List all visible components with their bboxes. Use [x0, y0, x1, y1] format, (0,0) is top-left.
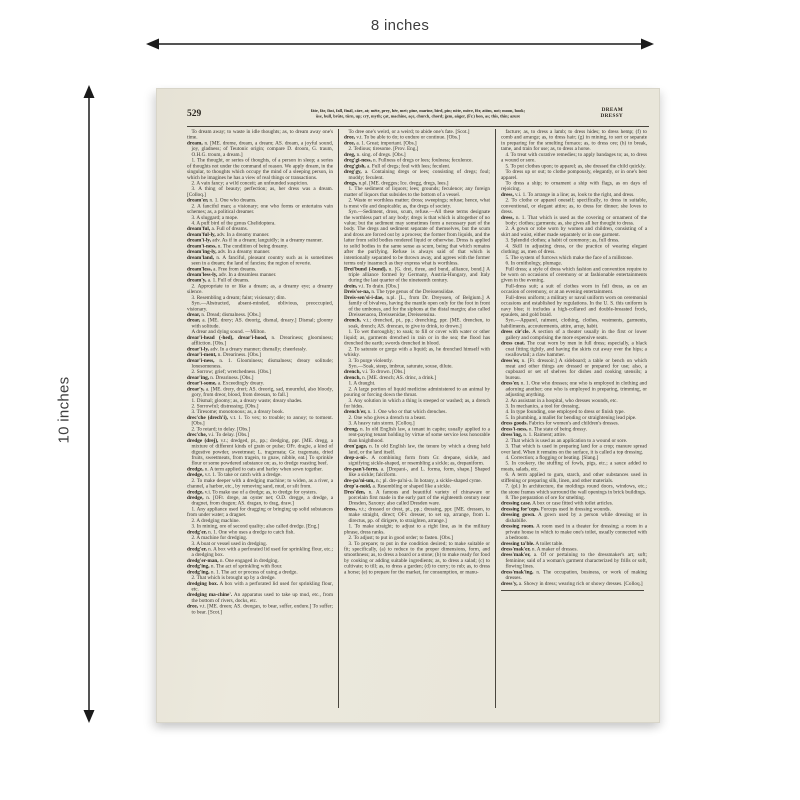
dictionary-entry-paragraph: To dree one's weird, or a weird; to abide one's fate. [Scot.]	[348, 129, 470, 135]
dictionary-entry-paragraph: dressing for'ceps. Forceps used in dressing wounds.	[501, 506, 611, 512]
dictionary-entry-paragraph: dress'mak'er, a. Of or pertaining to the dressmaker's art; soft; feminine; said of a woman's garment characterized by frills or soft, flowing lines.	[501, 552, 647, 570]
dictionary-entry-paragraph: dream'ful-ly, adv. In a dreamy manner.	[187, 231, 270, 238]
dictionary-entry-paragraph: drear'i-head (-hed), drear'i-hood, n. Dreariness; gloominess; affliction. [Obs.]	[187, 334, 333, 347]
dictionary-entry-paragraph: To dress a ship; to ornament a ship with flags, as on days of rejoicing.	[501, 180, 647, 192]
printed-area	[187, 105, 649, 708]
dictionary-entry-paragraph: dree, v.t. To be able to do; to endure or continue. [Obs.]	[344, 134, 460, 141]
dictionary-column-2	[338, 129, 490, 708]
dictionary-entry-paragraph: 1. Any appliance used for dragging or bringing up solid substances from under water; a dragnet.	[187, 506, 333, 518]
dictionary-entry-paragraph: dre-pa'ni-um, n.; pl. dre-pa'ni-a. In botany, a sickle-shaped cyme.	[344, 477, 482, 484]
dictionary-entry-paragraph: dredging ma-chine'. An apparatus used to take up mud, etc., from the bottom of rivers, docks, etc.	[187, 592, 333, 604]
dictionary-entry-paragraph: To dress up or out; to clothe pompously, elegantly, or in one's best apparel.	[501, 169, 647, 181]
dictionary-entry-paragraph: Syn.—Apparel, raiment, clothing, clothes, vestments, garments, habiliments, accouterments, attire, array, habit.	[501, 317, 647, 329]
dictionary-entry-paragraph: Syn.—Sediment, dross, scum, refuse.—All these terms designate the worthless part of any body; dregs is that which is altogether of no value; but the sediment may sometimes form a necessary part of the body. The dregs and sediment separate of themselves, but the scum and dross are forced out by a process; the former from liquids, and the latter from solid bodies rendered liquid or otherwise. Dross is applied to solid bodies in the same sense as scum, being that which remains after the purifying. Refuse is always said of that which is intentionally separated to be thrown away, and agrees with the former terms only inasmuch as they express what is worthless.	[344, 209, 490, 267]
dictionary-entry-paragraph: Syn.—Abstracted, absent-minded, oblivious, preoccupied, visionary.	[187, 300, 333, 312]
dictionary-entry-paragraph: 4. A puff bird of the genus Chelidoptera.	[191, 220, 276, 226]
dictionary-entry-paragraph: dress'er, n. 1. One who dresses; one who is employed in clothing and adorning another; one who is employed in preparing, trimming, or adjusting anything.	[501, 380, 647, 398]
dictionary-entry-paragraph: 2. A machine for dredging.	[191, 535, 248, 541]
dictionary-entry-paragraph: 3. Resembling a dream; faint; visionary; dim.	[191, 294, 286, 301]
dictionary-entry-paragraph: dreng, n. In old English law, a tenant in capite; usually applied to a rent-paying tenant holding by virtue of some service less honorable than knighthood.	[344, 426, 490, 444]
dictionary-entry-paragraph: Dres'den, n. A famous and beautiful variety of chinaware or porcelain first made in the early part of the eighteenth century near Dresden, Saxony; also called Dresden ware.	[344, 489, 490, 507]
dictionary-entry-paragraph: dressing room. A room used in a theater for dressing; a room in a private house in which to make one's toilet, usually connected with a bedroom.	[501, 523, 647, 541]
dictionary-entry-paragraph: dredge, n. [OFr. drege, an oyster net; O.D. dregge, a dredge, a dragnet, from dragen; AS. dragan, to drag, draw.]	[187, 495, 333, 507]
horizontal-double-arrow-icon	[146, 37, 654, 51]
dictionary-entry-paragraph: dredge, v.i. To make use of a dredge; as, to dredge for oysters.	[187, 489, 317, 495]
dictionary-entry-paragraph: 2. To saturate or gorge with a liquid; as, he drenched himself with whisky.	[344, 346, 490, 358]
dictionary-entry-paragraph: drear'i-ness, n. 1. Gloominess; dismalness; dreary solitude; lonesomeness.	[187, 357, 333, 369]
dictionary-entry-paragraph: dressing ta'ble. A toilet table.	[501, 540, 564, 547]
dictionary-entry-paragraph: dressing case. A box or case fitted with toilet articles.	[501, 500, 614, 507]
dictionary-entry-paragraph: 2. One who gives a drench to a beast.	[348, 414, 427, 421]
dictionary-entry-paragraph: 2. Tedious; tiresome. [Prov. Eng.]	[348, 146, 419, 152]
dictionary-entry-paragraph: 3. In mechanics, a tool for dressing.	[505, 403, 580, 409]
dictionary-entry-paragraph: 5. The system of furrows which make the face of a millstone.	[505, 254, 633, 261]
dictionary-column-1	[187, 129, 333, 708]
dictionary-entry-paragraph: drec'che (drech'i), v.t. 1. To vex; to trouble; to annoy; to torment. [Obs.]	[187, 414, 333, 427]
vertical-double-arrow-icon	[82, 85, 96, 723]
dictionary-entry-paragraph: drench, n. [ME. drench; AS. drinc, a drink.]	[344, 374, 437, 381]
dictionary-entry-paragraph: dredg'er, n. A box with a perforated lid used for sprinkling flour, etc.; a dredging box.	[187, 546, 333, 558]
dictionary-entry-paragraph: 5. To put clothes upon; to apparel; as, she dressed the child quickly.	[505, 163, 646, 169]
dictionary-entry-paragraph: dress'er, n. [Fr. dressoir.] A sideboard; a table or bench on which meat and other things are dressed or prepared for use; also, a cupboard or set of shelves for dishes and cooking utensils; a bureau.	[501, 357, 647, 381]
dictionary-entry-paragraph: dreg'gy, a. Containing dregs or lees; consisting of dregs; foul; muddy; feculent.	[344, 169, 490, 181]
dictionary-entry-paragraph: dren'gage, n. In old English law, the tenure by which a dreng held land, or the land itself.	[344, 443, 490, 455]
dictionary-entry-paragraph: dream'ful, a. Full of dreams.	[187, 226, 248, 232]
dictionary-entry-paragraph: 2. A fanciful man; a visionary; one who forms or entertains vain schemes; as, a political dreamer.	[187, 203, 333, 215]
dictionary-entry-paragraph: drep'a-noid, a. Resembling or shaped like a sickle.	[344, 483, 451, 490]
dictionary-entry-paragraph: 4. Correction; a flogging or beating. [Slang.]	[505, 454, 599, 461]
dictionary-entry-paragraph: Drei'bund (-bund), n. [G. drei, three, and bund, alliance, bond.] A triple alliance formed by Germany, Austria-Hungary, and Italy during the last quarter of the nineteenth century.	[344, 266, 490, 284]
page-number: 529	[187, 109, 202, 119]
dictionary-entry-paragraph: drear, n. Dread; dismalness. [Obs.]	[187, 312, 261, 318]
dictionary-entry-paragraph: dredge, v.t. 1. To take or catch with a dredge.	[187, 472, 282, 478]
dictionary-entry-paragraph: 2. Sorrow; grief; wretchedness. [Obs.]	[191, 369, 271, 375]
dictionary-entry-paragraph: A drear and dying sound. —Milton.	[191, 329, 266, 335]
dictionary-entry-paragraph: dream'y, a. 1. Full of dreams.	[187, 277, 250, 284]
dictionary-entry-paragraph: drench, v.t.; drenched, pt., pp.; drenching, ppr. [ME. drenchen, to soak, drench; AS. drencan, to give to drink, to drown.]	[344, 317, 490, 329]
dictionary-column-1-text	[187, 129, 333, 615]
dictionary-entry-paragraph: facture; as, to dress a lamb; to dress hides; to dress hemp; (f) to comb and arrange; as, to dress hair; (g) in mining, to sort or separate in preparing for the smelting furnace; as, to dress ore; (h) to break, tame, and train for use; as, to dress a horse.	[501, 129, 647, 152]
dictionary-entry-paragraph: 6. A term applied to gum, starch, and other substances used in stiffening or preparing silk, linen, and other materials.	[501, 472, 647, 484]
guide-word-top: DREAM	[601, 107, 623, 113]
dictionary-entry-paragraph: dreg'gi-ness, n. Fullness of dregs or lees; foulness; feculence.	[344, 157, 473, 164]
dictionary-entry-paragraph: Full-dress suit; a suit of clothes worn in full dress, as on an occasion of ceremony, or at an evening entertainment.	[501, 283, 647, 295]
dictionary-entry-paragraph: dress cir'cle. A section of a theater usually in the first or lower gallery and comprising the more expensive seats.	[501, 329, 647, 341]
dictionary-entry-paragraph: 2. To clothe or apparel oneself; specifically, to dress in suitable, conventional, or elegant attire; as, to dress for dinner; she loves to dress.	[501, 197, 647, 215]
dictionary-entry-paragraph: 3. A heavy rain storm. [Colloq.]	[348, 420, 415, 427]
dictionary-entry-paragraph: dree, v.t. [ME. dreen; AS. dreogan, to bear, suffer, endure.] To suffer; to bear. [Scot.]	[187, 603, 333, 615]
dictionary-entry-paragraph: dream'land, n. A fanciful, pleasant country such as is sometimes seen in a dream; the land of fancies; the region of reverie.	[187, 254, 333, 267]
guide-words-text	[523, 107, 623, 119]
dictionary-entry-paragraph: 2. That which is used as an application to a wound or sore.	[505, 437, 628, 444]
dictionary-entry-paragraph: dreg'gish, a. Full of dregs; foul with lees; feculent.	[344, 163, 451, 169]
dictionary-entry-paragraph: dredg'ing, n. 1. The act or process of using a dredge.	[187, 569, 298, 575]
dictionary-entry-paragraph: drear'ing, n. Dreariness. [Obs.]	[187, 374, 254, 381]
page-header	[187, 105, 649, 127]
pronunciation-line-1: fāte, fär, fȧst, fall, finȧl, cāre, at; mēte, prey, hēr, met; pīne, marīne, bird, pin; nōte, mōve, fôr, atŏm, not; moon, book;	[310, 108, 526, 113]
height-dimension-label: 10 inches	[55, 376, 73, 444]
dictionary-entry-paragraph: dream'i-ly, adv. As if in a dream; languidly; in a dreamy manner.	[187, 237, 323, 244]
dictionary-entry-paragraph: 1. The thought, or series of thoughts, of a person in sleep; a series of thoughts not under the command of reason. We apply dream, in the singular, to thoughts which occupy the mind of a sleeping person, in which he imagines he has a view of real things or transactions.	[187, 157, 333, 181]
dictionary-entry-paragraph: 2. An assistant in a hospital, who dresses wounds, etc.	[505, 397, 618, 404]
dictionary-entry-paragraph: 3. A sluggard; a mope.	[191, 214, 239, 221]
dictionary-entry-paragraph: 4. In type founding, one employed to dress or finish type.	[505, 409, 625, 415]
dictionary-entry-paragraph: 2. That which is brought up by a dredge.	[191, 575, 276, 581]
dictionary-entry-paragraph: dress'y, a. Showy in dress; wearing rich or showy dresses. [Colloq.]	[501, 580, 643, 587]
dictionary-entry-paragraph: 2. To retard; to delay. [Obs.]	[191, 426, 251, 432]
dictionary-entry-paragraph: 2. A vain fancy; a wild conceit; an unfounded suspicion.	[191, 180, 309, 186]
dictionary-entry-paragraph: drec'che, v.i. To delay. [Obs.]	[187, 432, 250, 438]
dictionary-entry-paragraph: dredg'er, n. 1. One who uses a dredge to catch fish.	[187, 529, 295, 535]
dictionary-entry-paragraph: dream'ing-ly, adv. In a dreamy manner.	[187, 249, 271, 255]
dictionary-entry-paragraph: 2. A gown or robe worn by women and children, consisting of a skirt and waist, either made separately or in one garment.	[501, 226, 647, 238]
dictionary-entry-paragraph: 2. To make deeper with a dredging machine; to widen, as a river, a channel, a harbor, etc., by removing sand, mud, or silt from.	[187, 477, 333, 490]
dictionary-entry-paragraph: dress goods. Fabrics for women's and children's dresses.	[501, 420, 619, 427]
dictionary-entry-paragraph: 2. Waste or worthless matter; dross; sweepings; refuse; hence, what is most vile and despicable; as, the dregs of society.	[344, 197, 490, 209]
dictionary-entry-paragraph: Full dress; a style of dress which fashion and convention require to be worn on occasions of ceremony or at fashionable entertainments given in the evening.	[501, 266, 647, 284]
dictionary-entry-paragraph: 3. That which is used in preparing land for a crop; manure spread over land. When it remains on the surface, it is called a top dressing.	[501, 443, 647, 455]
dictionary-entry-paragraph: 3. In mining, ore of second quality; also called dredge. [Eng.]	[191, 523, 320, 530]
guide-word-bottom: DRESSY	[600, 113, 623, 119]
dictionary-entry-paragraph: drear'i-ment, n. Dreariness. [Obs.]	[187, 352, 261, 358]
dictionary-entry-paragraph: dream'less, a. Free from dreams.	[187, 266, 257, 272]
dictionary-entry-paragraph: dream'i-ness, n. The condition of being dreamy.	[187, 243, 289, 249]
dictionary-entry-paragraph: 1. To make straight; to adjust to a right line, as in the military phrase, dress ranks.	[344, 523, 490, 535]
text-columns	[187, 129, 649, 708]
dictionary-entry-paragraph: dredg'ing, n. The act of sprinkling with flour.	[187, 563, 283, 570]
dictionary-column-3-text	[501, 129, 647, 591]
dictionary-entry-paragraph: 3. To purge violently.	[348, 357, 393, 364]
dictionary-entry-paragraph: 3. A thing of beauty; perfection; as, her dress was a dream. [Colloq.]	[187, 186, 333, 198]
dictionary-entry-paragraph: dregs, n.pl. [ME. dregges; Ice. dregg, dregs, lees.]	[344, 180, 449, 186]
dictionary-entry-paragraph: drear, a. [ME. drery; AS. dreorig, dismal, dreary.] Dismal; gloomy with solitude.	[187, 317, 333, 329]
dictionary-entry-paragraph: dre-pan'i-form, a. [Drepani-, and L. forma, form, shape.] Shaped like a sickle; falciform.	[344, 466, 490, 478]
dictionary-entry-paragraph: Syn.—Soak, steep, imbrue, saturate, souse, dilute.	[348, 363, 453, 369]
dictionary-entry-paragraph: 3. To prepare; to put in the condition desired; to make suitable or fit; specifically, (a) to reduce to the proper dimensions, form, and smoothness; as, to dress a board or a stone; (b) to make ready for food by cooking or adding suitable ingredients; as, to dress a salad; (c) to cultivate; to till; as, to dress a garden; (d) to curry; to rub; as, to dress a horse; (e) to prepare for the market, for consumption, or manu-	[344, 540, 490, 575]
dictionary-entry-paragraph: 3. Splendid clothes; a habit of ceremony; as, full dress.	[505, 237, 620, 244]
section-end-rule	[501, 590, 644, 591]
dictionary-entry-paragraph: 6. In ornithology, plumage.	[505, 260, 563, 267]
dictionary-entry-paragraph: drear'y, a. [ME. drery, dreri; AS. dreorig, sad, mournful, also bloody, gory, from dreor, blood, from dreosan, to fall.]	[187, 386, 333, 398]
dictionary-column-2-text	[344, 129, 490, 575]
dictionary-entry-paragraph: To dream away; to waste in idle thoughts; as, to dream away one's time.	[187, 129, 333, 141]
dictionary-entry-paragraph: 3. A boat or vessel used in dredging.	[191, 540, 267, 547]
dictionary-entry-paragraph: dredg'er-man, n. One engaged in dredging.	[187, 557, 279, 564]
dictionary-entry-paragraph: Dreis'se-na, n. The type genus of the Dreissensiidae.	[344, 289, 455, 295]
dictionary-entry-paragraph: dressing gown. A gown used by a person while dressing or in dishabille.	[501, 512, 647, 524]
dictionary-entry-paragraph: 1. The sediment of liquors; lees; grounds; feculence; any foreign matter of liquors that subsides to the bottom of a vessel.	[344, 186, 490, 198]
dictionary-entry-paragraph: dree, a. 1. Great; important. [Obs.]	[344, 140, 417, 146]
dictionary-entry-paragraph: dress, v.i. 1. To arrange in a line; as, look to the right, and dress.	[501, 191, 635, 198]
dictionary-entry-paragraph: drench'er, n. 1. One who or that which drenches.	[344, 409, 447, 415]
dictionary-column-3	[495, 129, 647, 708]
dictionary-entry-paragraph: 5. In plumbing, a mallet for bending or straightening lead pipe.	[505, 414, 637, 421]
width-dimension-label: 8 inches	[370, 17, 430, 34]
dictionary-entry-paragraph: drear'i-ly, adv. In a dreary manner; dismally; cheerlessly.	[187, 346, 307, 352]
dictionary-entry-paragraph: dredging box. A box with a perforated lid used for sprinkling flour, etc.	[187, 580, 333, 592]
dictionary-entry-paragraph: drench, v.i. To drown. [Obs.]	[344, 369, 406, 375]
dictionary-entry-paragraph: 3. Tiresome; monotonous; as, a dreary book.	[191, 409, 284, 415]
guide-words	[523, 107, 623, 125]
dictionary-entry-paragraph: drein, v.i. To drain. [Obs.]	[344, 283, 399, 289]
dictionary-entry-paragraph: 5. In cookery, the stuffing of fowls, pigs, etc.; a sauce added to meats, salads, etc.	[501, 460, 647, 472]
dictionary-entry-paragraph: dreg, n. sing. of dregs. [Obs.]	[344, 151, 406, 158]
dictionary-entry-paragraph: Full-dress uniform; a military or naval uniform worn on ceremonial occasions and established by regulations. In the U. S. this uniform is navy blue; it includes a high-collared and double-breasted frock, epaulets, and gold braid.	[501, 294, 647, 318]
dictionary-entry-paragraph: dress, n. 1. That which is used as the covering or ornament of the body; clothes; garments; as, she gives all her thought to dress.	[501, 214, 647, 226]
dictionary-entry-paragraph: dredge, n. A term applied to oats and barley when sown together.	[187, 466, 323, 472]
dictionary-entry-paragraph: dress'mak'er, n. A maker of dresses.	[501, 546, 578, 552]
dictionary-entry-paragraph: dream, n. [ME. dreme, dream, a dream; AS. dream, a joyful sound, joy, gladness; of Teutonic origin; compare D. droom, G. traum, O.H.G. troum, a dream.]	[187, 140, 333, 158]
dictionary-entry-paragraph: dress'ing, n. 1. Raiment; attire.	[501, 432, 567, 438]
dictionary-entry-paragraph: 2. Appropriate to or like a dream; as, a dreamy eye; a dreamy silence.	[187, 283, 333, 295]
dictionary-entry-paragraph: dress'mak'ing, n. The occupation, business, or work of making dresses.	[501, 569, 647, 581]
dictionary-page	[156, 88, 660, 723]
dictionary-entry-paragraph: dredge (drej), v.t.; dredged, pt., pp.; dredging, ppr. [ME. dregg, a mixture of different kinds of grain or pulse; OFr. dragie, a kind of digestive powder, sweetmeat; L. tragemata; Gr. tragemata, dried fruits, sweetmeats, from tragein, to gnaw, nibble, eat.] To sprinkle flour or some powdered substance on; as, to dredge roasting beef.	[187, 437, 333, 467]
dictionary-entry-paragraph: 2. Sorrowful; distressing. [Obs.]	[191, 403, 259, 409]
dictionary-entry-paragraph: 2. A dredging machine.	[191, 517, 240, 524]
dictionary-entry-paragraph: 2. To adjust; to put in good order; to fasten. [Obs.]	[348, 535, 453, 541]
dictionary-entry-paragraph: 2. A large portion of liquid medicine administered to an animal by pouring or forcing down the throat.	[344, 386, 490, 398]
dictionary-entry-paragraph: dress coat. The coat worn by men in full dress; especially, a black coat fitting tightly, and having the skirts cut away over the hips; a swallowtail; a claw hammer.	[501, 340, 647, 358]
dictionary-entry-paragraph: 4. To treat with curative remedies; to apply bandages to; as, to dress a wound or sore.	[501, 151, 647, 164]
dictionary-entry-paragraph: Dreis-sen'si-i-dae, n.pl. [L., from Dr. Dreyssen, of Belgium.] A family of bivalves, having the mantle open only for the foot in front of the umbones, and for the siphons at the distal margin; also called Dreissenacea, Dreissenidae, Dreissensina.	[344, 294, 490, 318]
dictionary-entry-paragraph: 8. The preparation of ore for smelting.	[505, 495, 586, 501]
dictionary-entry-paragraph: 7. (pl.) In architecture, the moldings round doors, windows, etc.; the stone frames which surround the wall openings in brick buildings.	[501, 483, 647, 495]
dictionary-entry-paragraph: 3. Any solution in which a thing is steeped or washed; as, a drench for hides.	[344, 397, 490, 409]
dictionary-entry-paragraph: drep-a-ni-. A combining form from Gr. drepane, sickle, and signifying sickle-shaped, or resembling a sickle; as, drepaniform.	[344, 454, 490, 467]
dictionary-entry-paragraph: dream'er, n. 1. One who dreams.	[187, 197, 257, 204]
dictionary-entry-paragraph: 1. To wet thoroughly; to soak; to fill or cover with water or other liquid; as, garments drenched in rain or in the sea; the flood has drenched the earth; swords drenched in blood.	[344, 329, 490, 347]
dictionary-entry-paragraph: dress'i-ness, n. The state of being dressy.	[501, 426, 587, 432]
dictionary-entry-paragraph: dress, v.t.; dressed or drest, pt., pp.; dressing, ppr. [ME. dressen, to make straight, direct; OFr. dresser, to set up, arrange, from L. directus, pp. of dirigere, to straighten, arrange.]	[344, 506, 490, 524]
dictionary-entry-paragraph: 1. A draught.	[348, 380, 376, 387]
dictionary-entry-paragraph: 1. Dismal; gloomy; as, a dreary waste; dreary shades.	[191, 397, 303, 404]
dictionary-entry-paragraph: dream'less-ly, adv. In a dreamless manner.	[187, 271, 277, 278]
dictionary-entry-paragraph: 4. Skill in adjusting dress, or the practice of wearing elegant clothing; as, men of dress.	[501, 243, 647, 255]
dictionary-entry-paragraph: drear'i-some, a. Exceedingly dreary.	[187, 380, 265, 387]
pronunciation-line-2: ūse, bull, brūte, tūrn, up; crȳ, myth; çat, machine, açe, church, chord; ġem, aṅger, (Fr.) bon, as; this, thin; azure	[315, 113, 521, 119]
